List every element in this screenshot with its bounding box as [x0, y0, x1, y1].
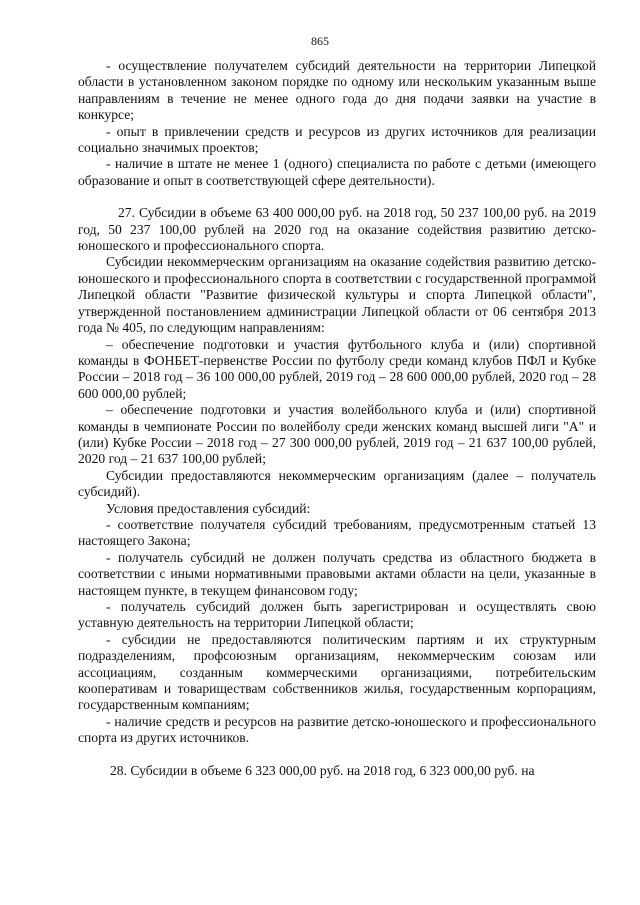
paragraph-gap [78, 189, 596, 205]
paragraph: – обеспечение подготовки и участия волейбольного клуба и (или) спортивной команды в чемпионате России по волейболу среди женских команд высшей лиги "А" и (или) Кубке России – 2018 год – 27 300 000,00 рублей, 2019 год – 21 637 100,00 рублей, 2020 год – 21 637 100,00 рублей; [78, 402, 596, 467]
paragraph: Условия предоставления субсидий: [106, 500, 311, 516]
paragraph: - субсидии не предоставляются политическим партиям и их структурным подразделениям, профсоюзным организациям, некоммерческим союзам или ассоциациям, созданным коммерческими организациями, потребительским кооперативам и товариществам собственников жилья, государственным корпорациям, государственным компаниям; [78, 631, 596, 713]
paragraph: 28. Субсидии в объеме 6 323 000,00 руб. на 2018 год, 6 323 000,00 руб. на [110, 762, 535, 778]
paragraph-gap [78, 747, 596, 763]
paragraph: - наличие в штате не менее 1 (одного) специалиста по работе с детьми (имеющего образование и опыт в соответствующей сфере деятельности). [78, 156, 596, 188]
paragraph: - получатель субсидий должен быть зарегистрирован и осуществлять свою уставную деятельность на территории Липецкой области; [78, 599, 596, 631]
paragraph: - осуществление получателем субсидий деятельности на территории Липецкой области в установленном законом порядке по одному или нескольким указанным выше направлениям в течение не менее одного года до дня подачи заявки на участие в конкурсе; [78, 58, 596, 123]
paragraph: - наличие средств и ресурсов на развитие детско-юношеского и профессионального спорта из других источников. [78, 713, 596, 746]
page-number: 865 [311, 34, 329, 48]
paragraph: - опыт в привлечении средств и ресурсов из других источников для реализации социально значимых проектов; [78, 123, 596, 156]
paragraph: Субсидии некоммерческим организациям на оказание содействия развитию детско-юношеского и профессионального спорта в соответствии с государственной программой Липецкой области "Развитие физической культуры и спорта Липецкой области", утвержденной постановлением администрации Липецкой области от 06 сентября 2013 года № 405, по следующим направлениям: [78, 254, 596, 336]
paragraph: Субсидии предоставляются некоммерческим организациям (далее – получатель субсидий). [78, 467, 596, 500]
document-body [78, 58, 596, 779]
paragraph: - получатель субсидий не должен получать средства из областного бюджета в соответствии с иными нормативными правовыми актами области на цели, указанные в настоящем пункте, в текущем финансовом году; [78, 549, 596, 598]
paragraph: – обеспечение подготовки и участия футбольного клуба и (или) спортивной команды в ФОНБЕТ-первенстве России по футболу среди команд клубов ПФЛ и Кубке России – 2018 год – 36 100 000,00 рублей, 2019 год – 28 600 000,00 рублей, 2020 год – 28 600 000,00 рублей; [78, 336, 596, 401]
paragraph: 27. Субсидии в объеме 63 400 000,00 руб. на 2018 год, 50 237 100,00 руб. на 2019 год, 50 237 100,00 рублей на 2020 год на оказание содействия развитию детско-юношеского и профессионального спорта. [78, 205, 596, 254]
paragraph: - соответствие получателя субсидий требованиям, предусмотренным статьей 13 настоящего Закона; [78, 516, 596, 549]
